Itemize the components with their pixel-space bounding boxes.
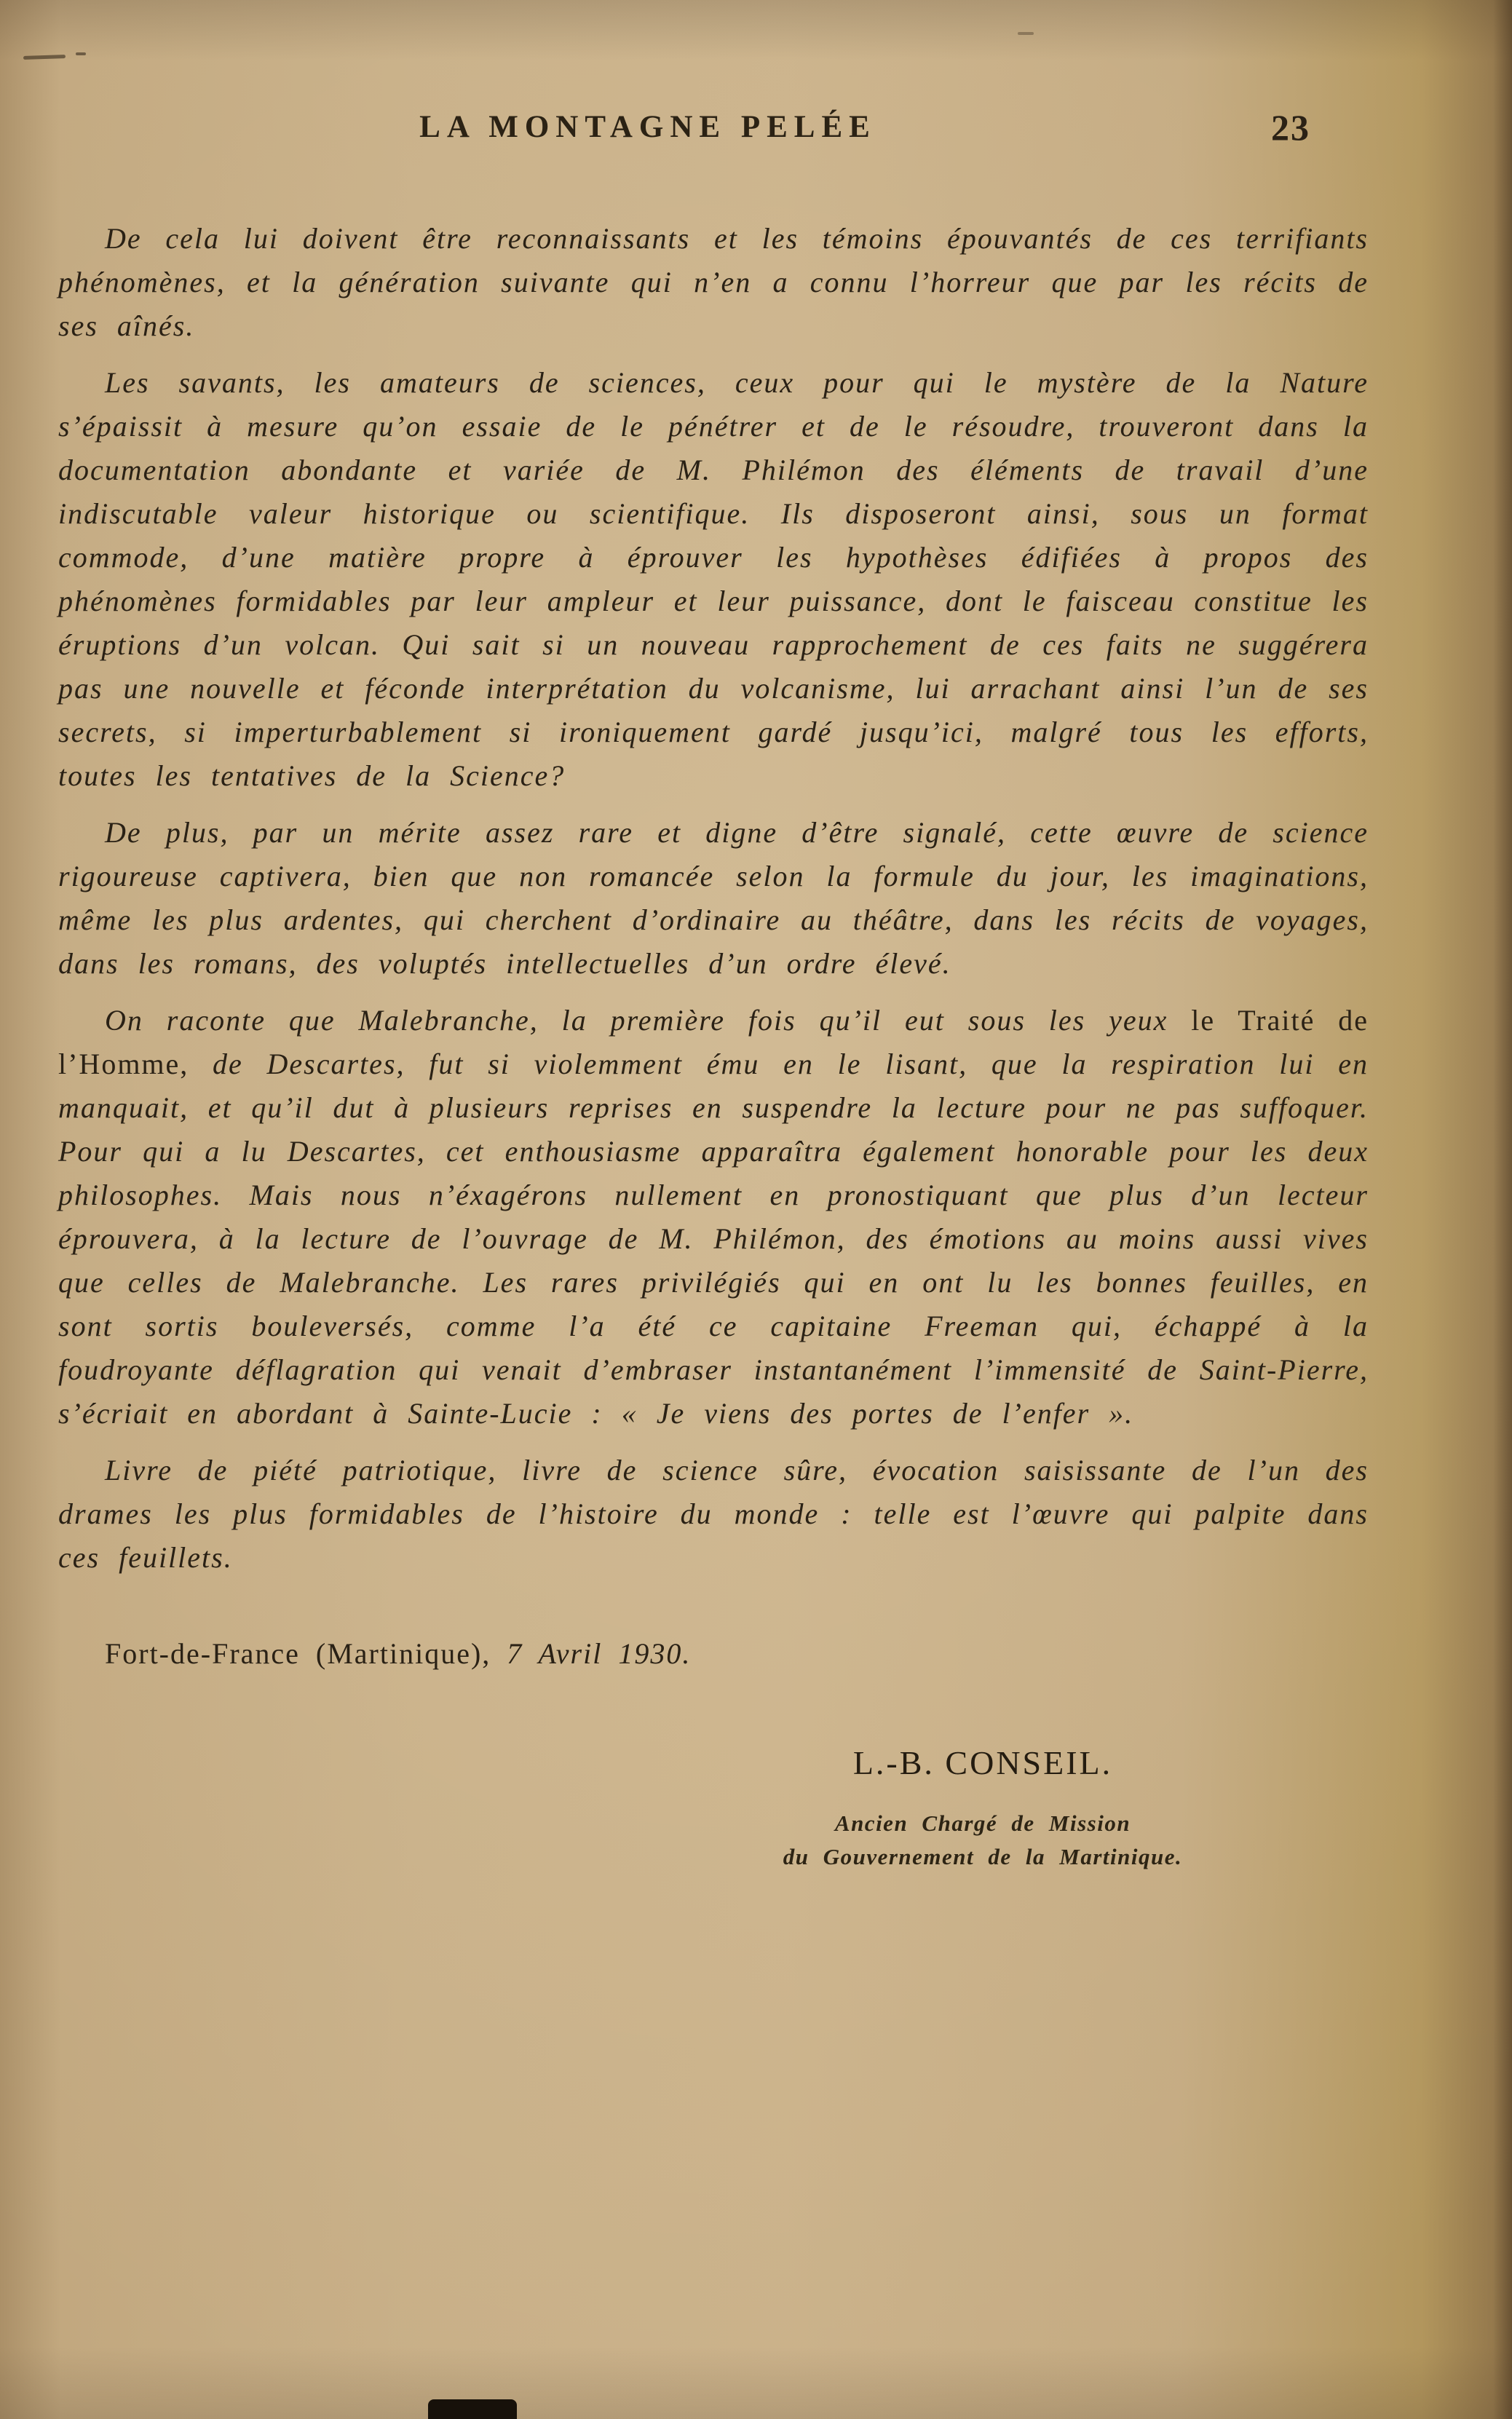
ink-mark-top-center	[1018, 32, 1034, 35]
signature-name: L.-B. CONSEIL.	[852, 1744, 1113, 1781]
ink-mark-top-left	[23, 55, 66, 60]
paragraph-3: De plus, par un mérite assez rare et digne d’être signalé, cette œuvre de science rigoureuse captivera, bien que non romancée selon la formule du jour, les imaginations, même les plus ardentes, qui cherchent d’ordinaire au théâtre, dans les récits de voyages, dans les romans, des voluptés intellectuelles d’un ordre élevé.	[58, 816, 1369, 980]
page-title: LA MONTAGNE PELÉE	[419, 110, 876, 144]
signature-subtitle-line2: du Gouvernement de la Martinique.	[783, 1844, 1183, 1869]
paragraph-4-italic-end: de Descartes, fut si violemment ému en le lisant, que la respiration lui en manquait, et qu’il dut à plusieurs reprises en suspendre la lecture pour ne pas suffoquer. Pour qui a lu Descartes, cet enthousiasme apparaîtra également honorable pour les deux philosophes. Mais nous n’éxagérons nullement en pronostiquant que plus d’un lecteur éprouvera, à la lecture de l’ouvrage de M. Philémon, des émotions au moins aussi vives que celles de Malebranche. Les rares privilégiés qui en ont lu les bonnes feuilles, en sont sortis bouleversés, comme l’a été ce capitaine Freeman qui, échappé à la foudroyante déflagration qui venait d’embraser instantanément l’immensité de Saint-Pierre, s’écriait en abordant à Sainte-Lucie : « Je viens des portes de l’enfer ».	[58, 1048, 1369, 1430]
ink-mark-top-left-small	[76, 52, 86, 55]
dateline	[58, 1636, 1369, 1671]
dateline-date: 7 Avril 1930.	[507, 1637, 692, 1670]
page-content	[58, 109, 1369, 1874]
paragraph-5: Livre de piété patriotique, livre de science sûre, évocation saisissante de l’un des drames les plus formidables de l’histoire du monde : telle est l’œuvre qui palpite dans ces feuillets.	[58, 1454, 1369, 1574]
book-title-traite-de-l-homme: le Traité de l’Homme,	[58, 1004, 1369, 1080]
signature-block	[641, 1743, 1325, 1874]
paragraph-2: Les savants, les amateurs de sciences, ceux pour qui le mystère de la Nature s’épaissit à mesure qu’on essaie de le pénétrer et de le résoudre, trouveront dans la documentation abondante et variée de M. Philémon des éléments de travail d’une indiscutable valeur historique ou scientifique. Ils disposeront ainsi, sous un format commode, d’une matière propre à éprouver les hypothèses édifiées à propos des phénomènes formidables par leur ampleur et leur puissance, dont le faisceau constitue les éruptions d’un volcan. Qui sait si un nouveau rapprochement de ces faits ne suggérera pas une nouvelle et féconde interprétation du volcanisme, lui arrachant ainsi l’un de ses secrets, si imperturbablement si ironiquement gardé jusqu’ici, malgré tous les efforts, toutes les tentatives de la Science?	[58, 366, 1369, 792]
dateline-place: Fort-de-France (Martinique),	[105, 1637, 507, 1670]
signature-subtitle	[641, 1807, 1325, 1874]
page-number: 23	[1271, 107, 1310, 148]
ink-blot-bottom	[428, 2399, 517, 2419]
paragraph-1: De cela lui doivent être reconnaissants et les témoins épouvantés de ces terrifiants phénomènes, et la génération suivante qui n’en a connu l’horreur que par les récits de ses aînés.	[58, 222, 1369, 342]
signature-subtitle-line1: Ancien Chargé de Mission	[834, 1810, 1131, 1836]
running-header	[58, 109, 1369, 172]
paragraph-4	[58, 999, 1369, 1436]
page-edge-shadow	[1493, 0, 1512, 2419]
paragraph-4-italic-start: On raconte que Malebranche, la première fois qu’il eut sous les yeux	[105, 1004, 1192, 1037]
